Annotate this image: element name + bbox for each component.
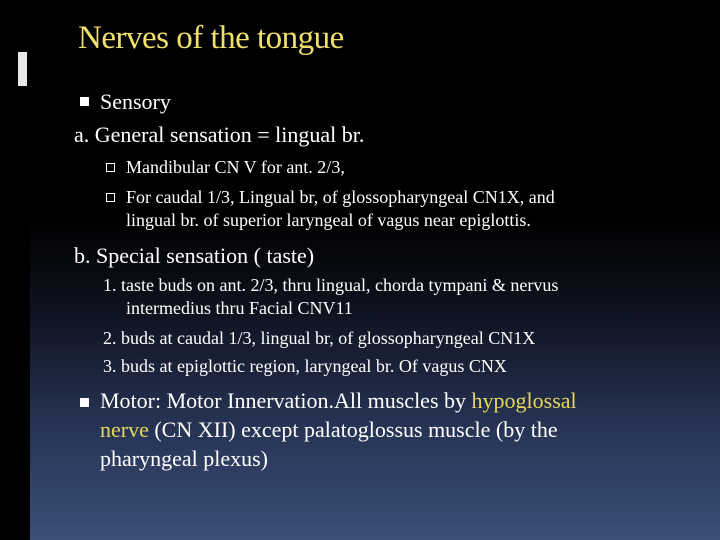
general-item-1: Mandibular CN V for ant. 2/3, (126, 157, 345, 177)
special-item-3: 3. buds at epiglottic region, laryngeal br. Of vagus CNX (103, 356, 507, 376)
motor-text-2: (CN XII) except palatoglossus muscle (by the (148, 417, 558, 442)
special-item-1: 1. taste buds on ant. 2/3, thru lingual, chorda tympani & nervus (103, 275, 559, 295)
filled-square-icon (80, 97, 89, 106)
hypoglossal-highlight: hypoglossal (471, 388, 577, 413)
hollow-square-icon (106, 193, 115, 202)
accent-bar-icon (16, 48, 28, 84)
motor-text: Motor: Motor Innervation.All muscles by (100, 388, 472, 413)
motor-line-2 (100, 417, 558, 443)
motor-line-1 (100, 388, 577, 414)
slide-title: Nerves of the tongue (78, 20, 344, 56)
motor-line-3: pharyngeal plexus) (100, 446, 268, 471)
special-sensation-heading: b. Special sensation ( taste) (74, 243, 315, 268)
filled-square-icon (80, 398, 89, 407)
special-item-2: 2. buds at caudal 1/3, lingual br, of glossopharyngeal CN1X (103, 328, 536, 348)
nerve-highlight: nerve (100, 417, 149, 442)
general-item-2: For caudal 1/3, Lingual br, of glossopharyngeal CN1X, and (126, 187, 555, 207)
special-item-1-continued: intermedius thru Facial CNV11 (126, 298, 353, 318)
hollow-square-icon (106, 163, 115, 172)
sensory-heading: Sensory (100, 89, 171, 114)
general-sensation-heading: a. General sensation = lingual br. (74, 122, 365, 147)
general-item-2-continued: lingual br. of superior laryngeal of vagus near epiglottis. (126, 210, 531, 230)
